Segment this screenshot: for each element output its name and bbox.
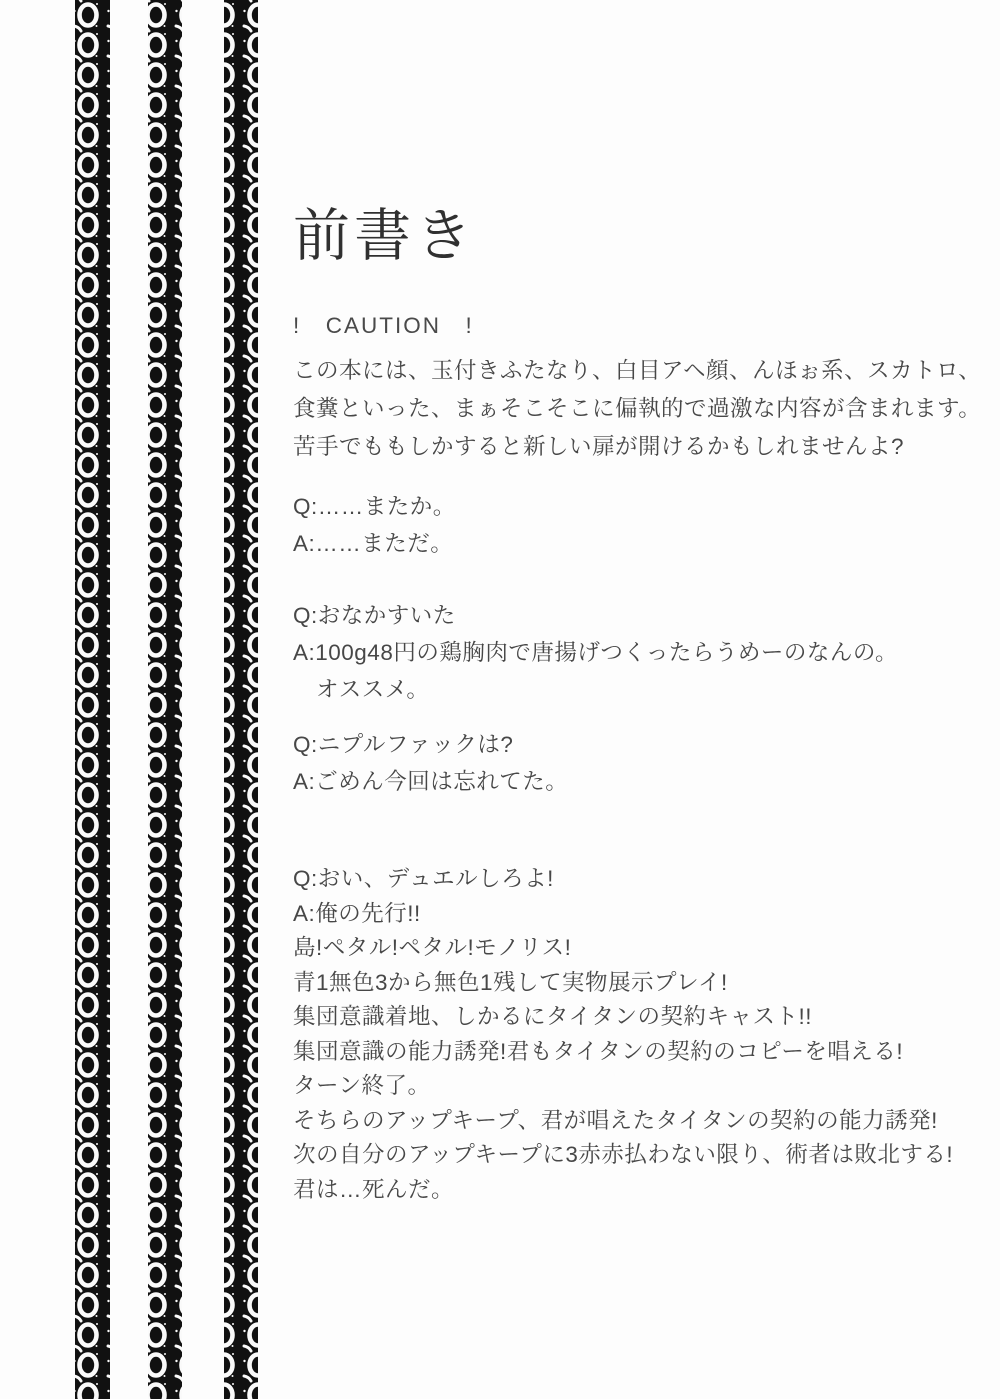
text-line: オススメ。: [293, 677, 430, 702]
preface-content: [293, 200, 983, 1207]
page-title: 前書き: [293, 204, 476, 268]
text-line: A:ごめん今回は忘れてた。: [293, 769, 569, 794]
text-line: A:……まただ。: [293, 531, 454, 556]
text-line: 集団意識着地、しかるにタイタンの契約キャスト!!: [293, 1004, 813, 1029]
caution-text: ! CAUTION !: [293, 313, 474, 338]
intro-paragraph: [293, 352, 983, 466]
text-line: 食糞といった、まぁそこそこに偏執的で過激な内容が含まれます。: [293, 396, 982, 421]
text-line: Q:……またか。: [293, 494, 456, 519]
text-line: Q:おなかすいた: [293, 603, 456, 628]
text-line: この本には、玉付きふたなり、白目アヘ顔、んほぉ系、スカトロ、: [293, 358, 982, 383]
qa-block-nipple: [293, 726, 983, 800]
text-line: 島!ペタル!ペタル!モノリス!: [293, 935, 572, 960]
lace-strip-1: [75, 0, 110, 1399]
text-line: Q:ニプルファックは?: [293, 732, 514, 757]
text-line: 青1無色3から無色1残して実物展示プレイ!: [293, 969, 728, 995]
text-line: Q:おい、デュエルしろよ!: [293, 866, 554, 891]
lace-strip-2: [148, 0, 182, 1399]
text-line: A:100g48円の鶏胸肉で唐揚げつくったらうめーのなんの。: [293, 640, 898, 665]
text-line: そちらのアップキープ、君が唱えたタイタンの契約の能力誘発!: [293, 1107, 938, 1133]
lace-strip-3: [224, 0, 258, 1399]
text-line: A:俺の先行!!: [293, 900, 421, 926]
text-line: 君は…死んだ。: [293, 1176, 455, 1202]
text-line: 集団意識の能力誘発!君もタイタンの契約のコピーを唱える!: [293, 1038, 904, 1064]
qa-block-duel: [293, 862, 983, 1207]
text-line: 次の自分のアップキープに3赤赤払わない限り、術者は敗北する!: [293, 1142, 954, 1167]
text-line: ターン終了。: [293, 1073, 431, 1098]
qa-block-again: [293, 488, 983, 562]
qa-block-hungry: [293, 597, 983, 708]
text-line: 苦手でももしかすると新しい扉が開けるかもしれませんよ?: [293, 434, 905, 459]
